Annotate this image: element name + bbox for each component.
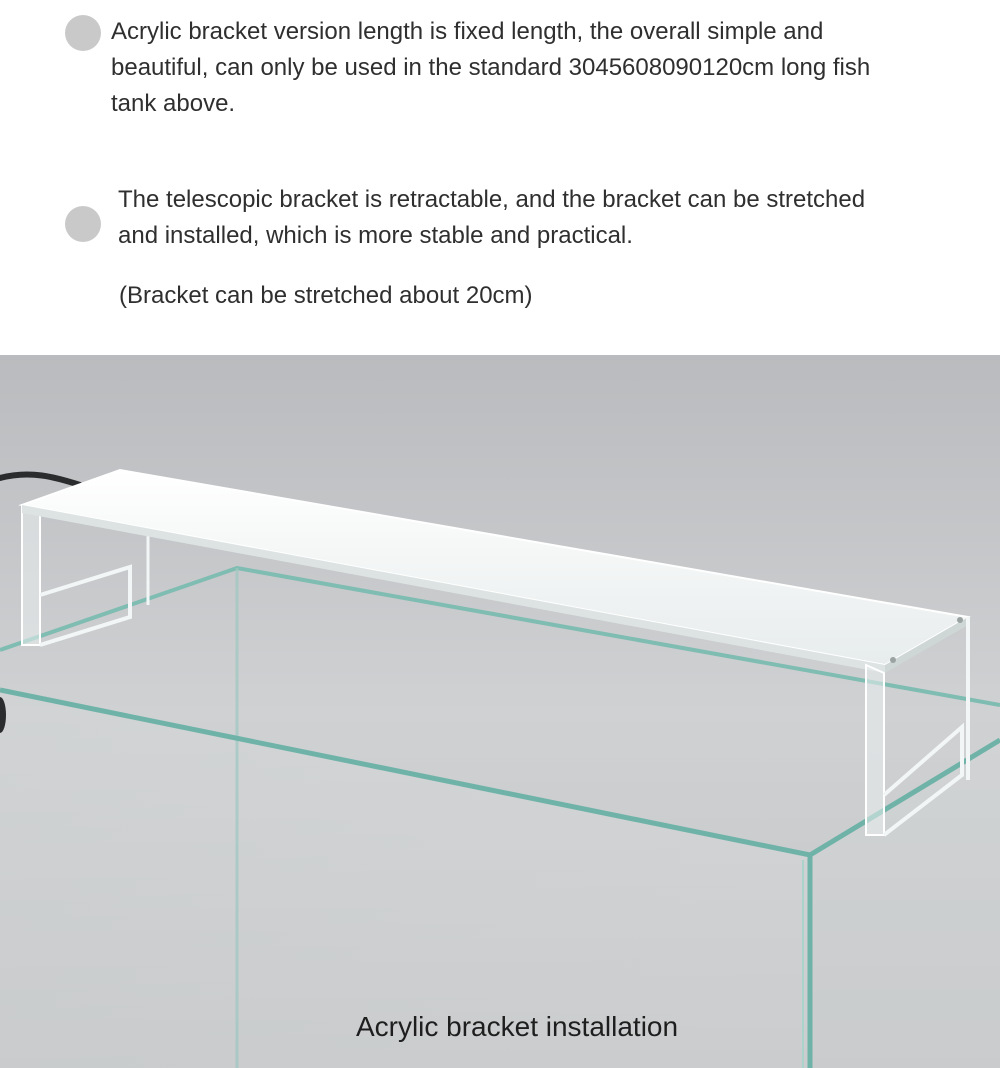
bullet-dot [65,15,101,51]
bullet-dot [65,206,101,242]
bracket-screw [890,657,896,663]
feature-list [0,0,1000,355]
feature-text-telescopic [118,182,865,254]
feature-text-line: Acrylic bracket version length is fixed length, the overall simple and [111,18,824,45]
photo-caption: Acrylic bracket installation [355,1011,679,1042]
tank-with-lamp-illustration [0,355,1000,1068]
feature-text-line: tank above. [111,90,236,117]
feature-text-line: The telescopic bracket is retractable, and the bracket can be stretched [118,186,866,213]
stretch-note: (Bracket can be stretched about 20cm) [119,282,533,309]
feature-text-line: beautiful, can only be used in the standard 3045608090120cm long fish [111,54,871,81]
feature-text-line: and installed, which is more stable and practical. [118,222,633,249]
feature-text-acrylic [111,14,870,122]
right-bracket-leg [866,665,884,835]
bracket-screw [957,617,963,623]
product-photo [0,355,1000,1068]
left-bracket-leg [22,505,40,645]
